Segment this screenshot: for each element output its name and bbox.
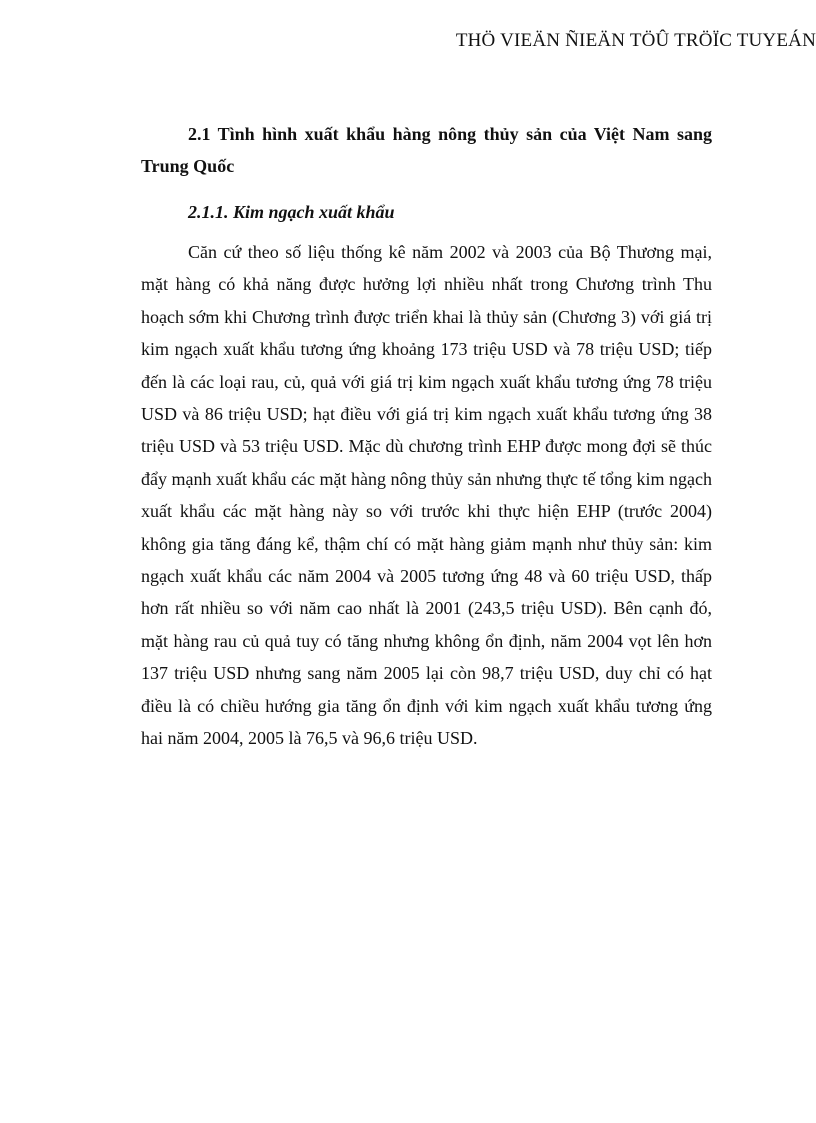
section-title: 2.1 Tình hình xuất khẩu hàng nông thủy sản của Việt Nam sang Trung Quốc [141,124,712,176]
document-body [141,118,712,755]
subsection-title: 2.1.1. Kim ngạch xuất khẩu [188,202,395,222]
body-paragraph: Căn cứ theo số liệu thống kê năm 2002 và 2003 của Bộ Thương mại, mặt hàng có khả năng được hưởng lợi nhiều nhất trong Chương trình Thu hoạch sớm khi Chương trình được triển khai là thủy sản (Chương 3) với giá trị kim ngạch xuất khẩu tương ứng khoảng 173 triệu USD và 78 triệu USD; tiếp đến là các loại rau, củ, quả với giá trị kim ngạch xuất khẩu tương ứng 78 triệu USD và 86 triệu USD; hạt điều với giá trị kim ngạch xuất khẩu tương ứng 38 triệu USD và 53 triệu USD. Mặc dù chương trình EHP được mong đợi sẽ thúc đẩy mạnh xuất khẩu các mặt hàng nông thủy sản nhưng thực tế tổng kim ngạch xuất khẩu các mặt hàng này so với trước khi thực hiện EHP (trước 2004) không gia tăng đáng kể, thậm chí có mặt hàng giảm mạnh như thủy sản: kim ngạch xuất khẩu các năm 2004 và 2005 tương ứng 48 và 60 triệu USD, thấp hơn rất nhiều so với năm cao nhất là 2001 (243,5 triệu USD). Bên cạnh đó, mặt hàng rau củ quả tuy có tăng nhưng không ổn định, năm 2004 vọt lên hơn 137 triệu USD nhưng sang năm 2005 lại còn 98,7 triệu USD, duy chỉ có hạt điều là có chiều hướng gia tăng ổn định với kim ngạch xuất khẩu tương ứng hai năm 2004, 2005 là 76,5 và 96,6 triệu USD. [141,242,712,749]
page-header: THÖ VIEÄN ÑIEÄN TÖÛ TRÖÏC TUYEÁN [455,30,816,51]
